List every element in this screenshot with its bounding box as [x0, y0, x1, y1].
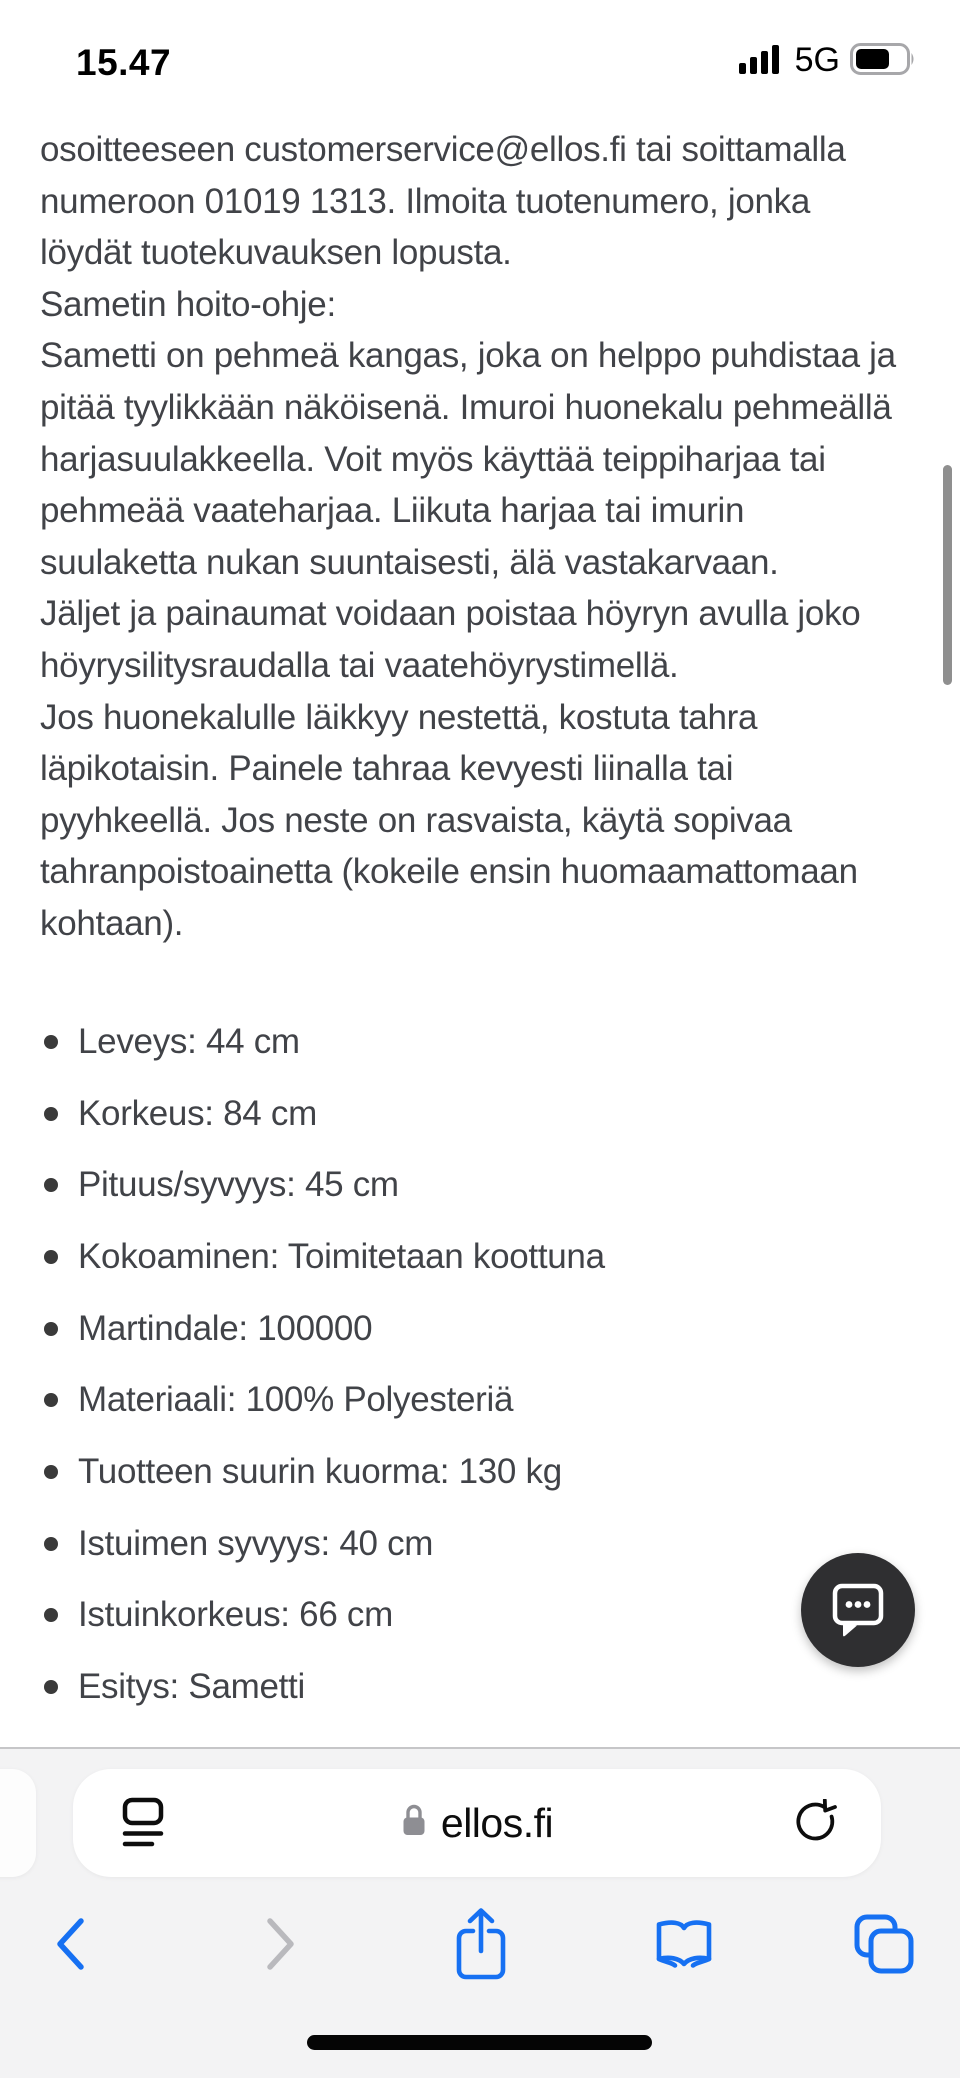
back-chevron-icon — [53, 1916, 87, 1975]
text-line: harjasuulakkeella. Voit myös käyttää teippiharjaa tai — [40, 439, 826, 479]
list-item — [40, 1580, 920, 1652]
list-item — [40, 1436, 920, 1508]
forward-button[interactable] — [238, 1902, 324, 1988]
text-line: suulaketta nukan suuntaisesti, älä vastakarvaan. — [40, 542, 779, 582]
bullet-dot — [44, 1393, 58, 1407]
bullet-dot — [44, 1608, 58, 1622]
product-spec-list — [40, 1006, 920, 1723]
list-item — [40, 1364, 920, 1436]
list-item — [40, 1221, 920, 1293]
text-line: pyyhkeellä. Jos neste on rasvaista, käytä sopivaa — [40, 800, 792, 840]
text-line: numeroon 01019 1313. Ilmoita tuotenumero, jonka — [40, 181, 811, 221]
text-line: höyrysilitysraudalla tai vaatehöyrystimellä. — [40, 645, 679, 685]
text-line: pehmeää vaateharjaa. Liikuta harjaa tai imurin — [40, 491, 745, 531]
text-line: tahranpoistoainetta (kokeile ensin huomaamattomaan — [40, 852, 858, 892]
list-item-text: Istuinkorkeus: 66 cm — [78, 1595, 393, 1635]
list-item — [40, 1006, 920, 1078]
address-bar[interactable] — [73, 1769, 881, 1877]
lock-icon — [401, 1804, 427, 1842]
text-line: osoitteeseen customerservice@ellos.fi tai soittamalla — [40, 130, 846, 169]
list-item-text: Martindale: 100000 — [78, 1308, 373, 1348]
url-text: ellos.fi — [440, 1799, 554, 1846]
text-line: läpikotaisin. Painele tahraa kevyesti liinalla tai — [40, 749, 734, 789]
open-book-icon — [653, 1918, 715, 1973]
list-item-text: Pituus/syvyys: 45 cm — [78, 1165, 399, 1205]
list-item — [40, 1293, 920, 1365]
scrollbar-thumb[interactable] — [943, 465, 952, 685]
list-item — [40, 1149, 920, 1221]
back-button[interactable] — [27, 1902, 113, 1988]
bullet-dot — [44, 1680, 58, 1694]
share-button[interactable] — [438, 1902, 524, 1988]
bookmarks-button[interactable] — [641, 1902, 727, 1988]
text-line: Jäljet ja painaumat voidaan poistaa höyryn avulla joko — [40, 594, 861, 634]
list-item-text: Tuotteen suurin kuorma: 130 kg — [78, 1451, 562, 1491]
bullet-dot — [44, 1537, 58, 1551]
home-indicator[interactable] — [307, 2035, 652, 2050]
status-indicators — [739, 40, 916, 79]
chat-bubble-icon — [827, 1578, 889, 1643]
text-line: kohtaan). — [40, 903, 184, 943]
list-item-text: Materiaali: 100% Polyesteriä — [78, 1380, 514, 1420]
list-item-text: Leveys: 44 cm — [78, 1021, 300, 1061]
bullet-dot — [44, 1465, 58, 1479]
bullet-dot — [44, 1178, 58, 1192]
safari-toolbar — [0, 1747, 960, 2078]
status-time: 15.47 — [76, 42, 172, 83]
share-icon — [453, 1907, 509, 1984]
status-bar — [0, 0, 960, 100]
bullet-dot — [44, 1250, 58, 1264]
text-line: Sametti on pehmeä kangas, joka on helppo puhdistaa ja — [40, 336, 896, 376]
list-item — [40, 1651, 920, 1723]
reload-icon — [792, 1799, 838, 1848]
text-line: Sametin hoito-ohje: — [40, 284, 336, 324]
list-item-text: Korkeus: 84 cm — [78, 1093, 317, 1133]
bullet-dot — [44, 1107, 58, 1121]
list-item-text: Kokoaminen: Toimitetaan koottuna — [78, 1236, 605, 1276]
tabs-button[interactable] — [841, 1902, 927, 1988]
bullet-dot — [44, 1035, 58, 1049]
adjacent-tab-peek[interactable] — [0, 1769, 36, 1877]
signal-strength-icon — [739, 44, 785, 79]
text-line: löydät tuotekuvauksen lopusta. — [40, 233, 512, 273]
list-item-text: Esitys: Sametti — [78, 1667, 305, 1707]
tab-overview-icon — [854, 1914, 914, 1977]
product-description-text — [40, 124, 920, 950]
text-line: pitää tyylikkään näköisenä. Imuroi huonekalu pehmeällä — [40, 387, 892, 427]
page-settings-button[interactable] — [103, 1769, 183, 1877]
list-item-text: Istuimen syvyys: 40 cm — [78, 1523, 434, 1563]
battery-icon — [850, 43, 916, 80]
list-item — [40, 1078, 920, 1150]
network-type-label: 5G — [794, 40, 840, 79]
reload-button[interactable] — [775, 1769, 855, 1877]
page-settings-icon — [121, 1796, 165, 1851]
url-display — [401, 1800, 553, 1847]
chat-button[interactable] — [801, 1553, 915, 1667]
text-line: Jos huonekalulle läikkyy nestettä, kostuta tahra — [40, 697, 758, 737]
list-item — [40, 1508, 920, 1580]
bullet-dot — [44, 1322, 58, 1336]
forward-chevron-icon — [264, 1916, 298, 1975]
